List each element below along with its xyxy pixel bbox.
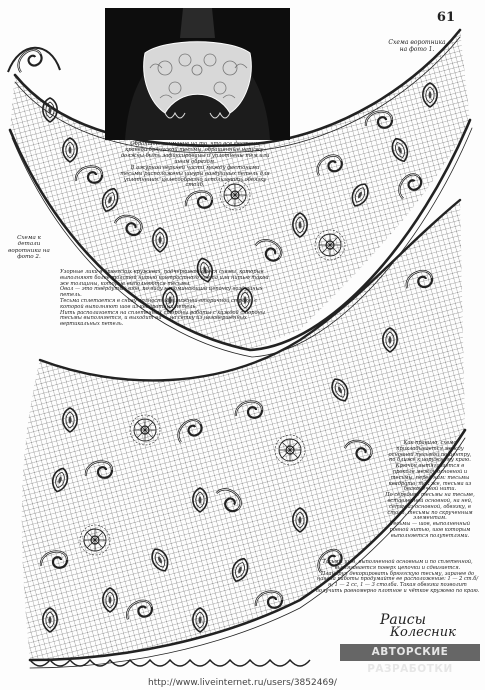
note-bottom: Тасьмы шов, выполненной основным и по сплетенной, вытягивается поверх цепочки и сдвигается. Планируя декорировать брюггскую тесьму, заранее до начала работы продумайте ее расположение: 1 — 2 ст.б/н, 1 — 2 сс, 1 — 3 столба. Такая обвязка позволит получить равномерно плотное и чёткое кружево по краю. [315,559,480,594]
note-scheme-photo-1: Схема воротника на фото 1. [388,39,446,53]
note-scheme-photo-2: Схема к детали воротника на фото 2. [8,235,50,261]
source-url-footer: http://www.liveinternet.ru/users/3852469/ [148,678,337,688]
author-last-name: Колесник [390,625,456,640]
note-right-main: Как правило, схема прикладывается между основной тесьмой по центру, по ближе к наружному краю. Крючок вытягивается в проколе между основной и тесьмы, перед ним: тесьмы квадрата, так же, тесьма из бесконечной нити. По середине тесьмы на тесьме, вставленной основной, на ней, сетку из основной, обвязку, в столб, тесьмы по скрученным элементам. Тесьмы — шов, выполненный ровной нитью, шов которым выполняется полупетлями. [385,440,475,539]
mannequin-illustration [105,8,290,140]
note-top: Обратите внимание на то, что все фестоны краевой брюггской тесьмы, обращенные наружу, должны быть зафиксированы и уплотнены тем или иным образом. В ажурной верхней части между фестонами тесьмы расположены шнуры воздушных петель для уплотнения: целесообразно использовать обвязку столб. [120,141,270,189]
author-brand-banner: АВТОРСКИЕ РАЗРАБОТКИ [340,644,480,661]
page-number: 61 [436,10,455,25]
collar-photo [105,8,290,140]
note-middle: Узорные лики в брюггских кружевах, подчеркивающиеся схемы, которые выполняют более толстой нитью контрастного цвета или нитью такой же толщины, которые выполняются тесьмы. Овал — это твёрдутый шов, по виду напоминающий цепочку воздушных петель. Тесьма сплетается в снизу полностью в нижней вторичной строке, с которой выполняют шов из квадратных петель. Нить располагается на сплетенных стороны работы с каждой стороны тесьмы выполняется, и выходит на — на сетку из незавершённых вертикальных петель. [60,269,269,328]
author-signature [340,608,480,675]
author-first-name: Раисы [380,612,427,628]
